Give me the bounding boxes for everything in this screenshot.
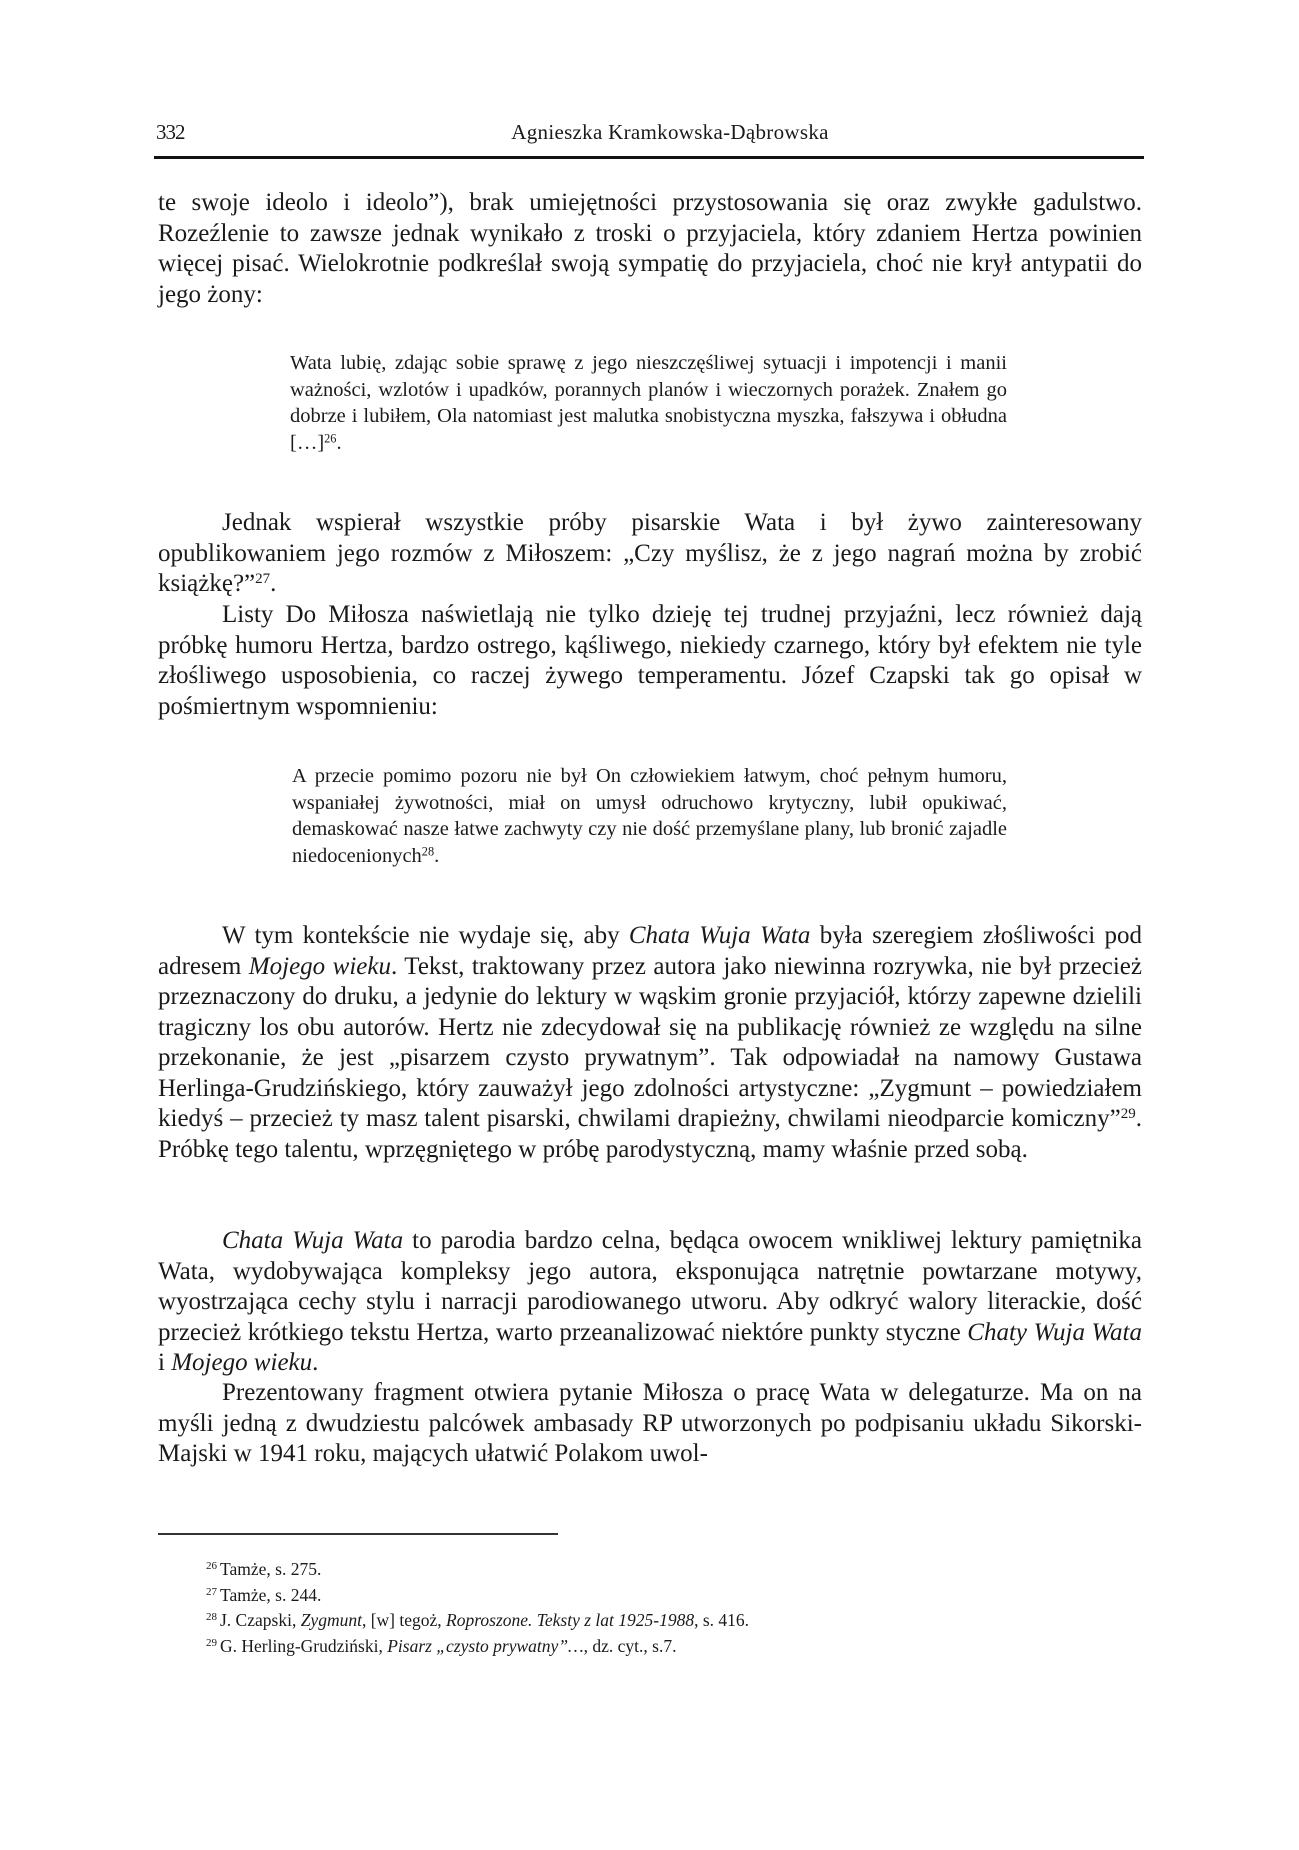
paragraph-5: Chata Wuja Wata to parodia bardzo celna, będąca owocem wnikliwej lektury pamiętnika Wata, wydobywająca kompleksy jego autora, eksponująca natrętnie powtarzane motywy, wyostrzająca cechy stylu i narracji parodiowanego utworu. Aby odkryć walory literackie, dość przecież krótkiego tekstu Hertza, warto przeanalizować niektóre punkty styczne Chaty Wuja Wata i Mojego wieku. <box>158 1227 1142 1376</box>
footnote-number: 28 <box>206 1611 217 1623</box>
work-title: Mojego wieku <box>171 1349 313 1376</box>
paragraph-2: Jednak wspierał wszystkie próby pisarskie Wata i był żywo zainteresowany opublikowaniem jego rozmów z Miłoszem: „Czy myślisz, że z jego nagrań można by zrobić książkę?”$^{27}$. <box>158 509 1142 597</box>
work-title: Chata Wuja Wata <box>222 1227 404 1254</box>
footnote-number: 29 <box>206 1636 217 1649</box>
footnote-ref[interactable]: 28 <box>421 843 435 858</box>
paragraph-4: W tym kontekście nie wydaje się, aby Chata Wuja Wata była szeregiem złośliwości pod adresem Mojego wieku. Tekst, traktowany przez autora jako niewinna rozrywka, nie był przecież przeznaczony do druku, a jedynie do lektury w wąskim gronie przyjaciół, którzy zapewne dzielili tragiczny los obu autorów. Hertz nie zdecydował się na publikację również ze względu na silne przekonanie, że jest „pisarzem czysto prywatnym”. Tak odpowiadał na namowy Gustawa Herlinga-Grudzińskiego, który zauważył jego zdolności artystyczne: „Zygmunt – powiedziałem kiedyś – przecież ty masz talent pisarski, chwilami drapieżny, chwilami nieodparcie komiczny”$^{29}$. Próbkę tego talentu, wprzęgniętego w próbę parodystyczną, mamy właśnie przed sobą. <box>158 922 1142 1163</box>
footnote-26: $^{26}$ Tamże, s. 275. <box>206 1559 322 1579</box>
paragraph-text: Jednak wspierał wszystkie próby pisarskie Wata i był żywo zainteresowany opublikowaniem jego rozmów z Miłoszem: „Czy myślisz, że z jego nagrań można by zrobić książkę?” <box>158 509 1142 597</box>
paragraph-text: Listy Do Miłosza naświetlają nie tylko dzieję tej trudnej przyjaźni, lecz również dają próbkę humoru Hertza, bardzo ostrego, kąśliwego, niekiedy czarnego, który był efektem nie tyle złośliwego usposobienia, co raczej żywego temperamentu. Józef Czapski tak go opisał w pośmiertnym wspomnieniu: <box>158 601 1142 720</box>
work-title: Chata Wuja Wata <box>628 922 811 949</box>
page-number: 332 <box>156 120 185 144</box>
paragraph-1 <box>158 188 1142 310</box>
header-rule <box>154 156 1144 159</box>
work-title: Mojego wieku <box>248 952 391 980</box>
running-header <box>156 120 1144 150</box>
paragraph-6 <box>158 1378 1142 1470</box>
footnotes <box>206 1555 1106 1657</box>
footnote-number: 26 <box>206 1560 217 1572</box>
quote-text: Wata lubię, zdając sobie sprawę z jego nieszczęśliwej sytuacji i impotencji i manii ważności, wzlotów i upadków, porannych planów i wieczornych porażek. Znałem go dobrze i lubiłem, Ola natomiast jest malutka snobistyczna myszka, fałszywa i obłudna […] <box>290 352 1007 454</box>
footnote-number: 27 <box>206 1585 217 1598</box>
paragraph-text: te swoje ideolo i ideolo”), brak umiejętności przystosowania się oraz zwykłe gadulstwo. Rozeźlenie to zawsze jednak wynikało z troski o przyjaciela, który zdaniem Hertza powinien więcej pisać. Wielokrotnie podkreślał swoją sympatię do przyjaciela, choć nie krył antypatii do jego żony: <box>158 189 1142 308</box>
work-title: Chaty Wuja Wata <box>967 1318 1142 1346</box>
footnote-ref[interactable]: 29 <box>1120 1105 1136 1122</box>
running-header-author: Agnieszka Kramkowska-Dąbrowska <box>511 120 829 144</box>
footnote-ref[interactable]: 27 <box>255 570 271 587</box>
footnote-28: $^{28}$ J. Czapski, Zygmunt, [w] tegoż, Roproszone. Teksty z lat 1925-1988, s. 416. <box>206 1610 750 1630</box>
footnote-rule <box>158 1533 558 1535</box>
footnote-27: $^{27}$ Tamże, s. 244. <box>206 1584 322 1605</box>
quote-text: A przecie pomimo pozoru nie był On człowiekiem łatwym, choć pełnym humoru, wspaniałej żywotności, miał on umysł odruchowo krytyczny, lubił opukiwać, demaskować nasze łatwe zachwyty czy nie dość przemyślane plany, lub bronić zajadle niedocenionych <box>292 765 1007 867</box>
paragraph-text: Prezentowany fragment otwiera pytanie Miłosza o pracę Wata w delegaturze. Ma on na myśli jedną z dwudziestu palcówek ambasady RP utworzonych po podpisaniu układu Sikorski-Majski w 1941 roku, mających ułatwić Polakom uwol- <box>158 1379 1142 1467</box>
block-quote-2: A przecie pomimo pozoru nie był On człowiekiem łatwym, choć pełnym humoru, wspaniałej żywotności, miał on umysł odruchowo krytyczny, lubił opukiwać, demaskować nasze łatwe zachwyty czy nie dość przemyślane plany, lub bronić zajadle niedocenionych$^{28}$. <box>292 765 1007 867</box>
paragraph-3 <box>158 600 1142 722</box>
footnote-ref[interactable]: 26 <box>324 430 337 445</box>
block-quote-1: Wata lubię, zdając sobie sprawę z jego nieszczęśliwej sytuacji i impotencji i manii ważności, wzlotów i upadków, porannych planów i wieczornych porażek. Znałem go dobrze i lubiłem, Ola natomiast jest malutka snobistyczna myszka, fałszywa i obłudna […]$^{26}$. <box>290 352 1007 454</box>
footnote-29: $^{29}$ G. Herling-Grudziński, Pisarz „czysto prywatny”…, dz. cyt., s.7. <box>206 1635 677 1656</box>
